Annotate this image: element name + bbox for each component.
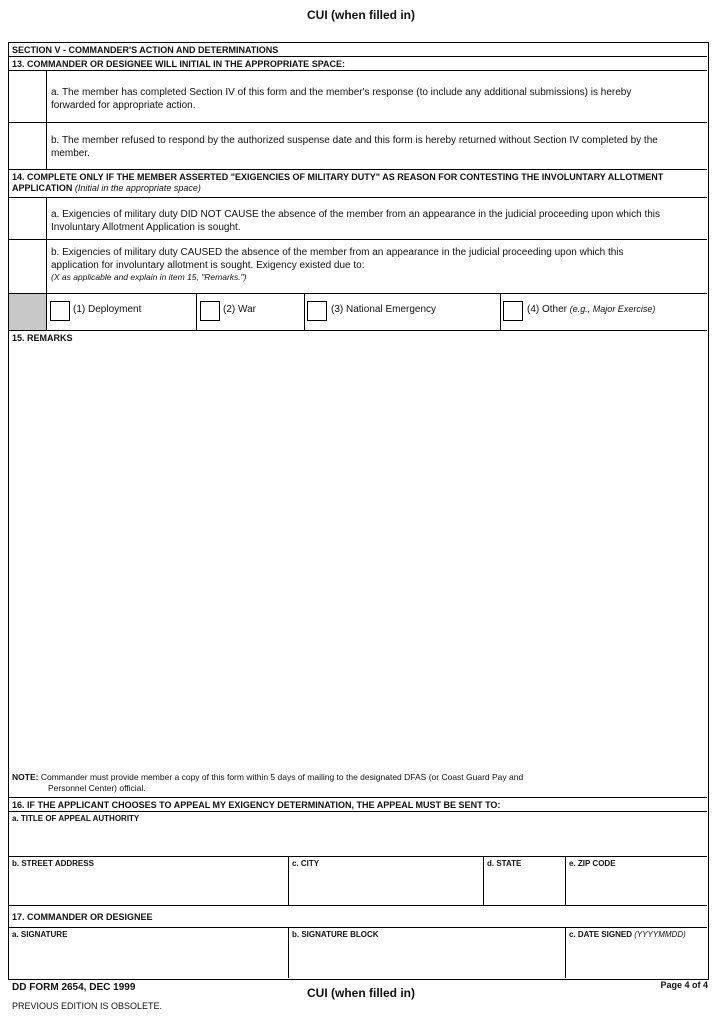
item-13a-initial-field[interactable] xyxy=(9,71,47,122)
item-14b-note: (X as applicable and explain in item 15, "Remarks.") xyxy=(51,272,247,282)
city-field[interactable] xyxy=(289,857,484,905)
war-checkbox[interactable] xyxy=(200,301,220,321)
date-signed-field[interactable] xyxy=(566,928,707,978)
option-war-cell xyxy=(197,294,305,330)
item-13b-initial-field[interactable] xyxy=(9,123,47,169)
item-14b-row xyxy=(9,240,707,294)
note-text: Commander must provide member a copy of this form within 5 days of mailing to the designated DFAS (or Coast Guard Pay and xyxy=(40,772,524,782)
item-14a-initial-field[interactable] xyxy=(9,198,47,239)
note-label: NOTE: xyxy=(12,772,39,782)
item-14b-initial-field[interactable] xyxy=(9,240,47,293)
cui-header: CUI (when filled in) xyxy=(307,8,415,22)
item-15-remarks[interactable] xyxy=(9,331,707,798)
exigency-options-row xyxy=(9,294,707,331)
option-emergency-cell xyxy=(305,294,501,330)
shaded-cell xyxy=(9,294,47,330)
option-other-cell xyxy=(501,294,707,330)
obsolete-notice: PREVIOUS EDITION IS OBSOLETE. xyxy=(12,1001,163,1011)
item-14a-text: a. Exigencies of military duty DID NOT CAUSE the absence of the member from an appearance in the judicial proceeding upon which this Involuntary Allotment Application is sought. xyxy=(51,209,661,233)
deployment-label: (1) Deployment xyxy=(73,304,142,315)
item-14b-text-block xyxy=(51,246,667,283)
signature-block-label: b. SIGNATURE BLOCK xyxy=(292,930,379,939)
item-16a-label: a. TITLE OF APPEAL AUTHORITY xyxy=(12,814,140,823)
other-label-block xyxy=(527,304,655,315)
commander-action-form xyxy=(8,42,709,980)
national-emergency-checkbox[interactable] xyxy=(307,301,327,321)
option-deployment-cell xyxy=(47,294,197,330)
zip-code-label: e. ZIP CODE xyxy=(569,859,616,868)
state-field[interactable] xyxy=(484,857,566,905)
state-label: d. STATE xyxy=(487,859,522,868)
item-16a-field[interactable] xyxy=(9,812,707,857)
zip-code-field[interactable] xyxy=(566,857,707,905)
date-signed-label: c. DATE SIGNED xyxy=(569,930,632,939)
commander-note xyxy=(12,772,702,794)
item-16-title: 16. IF THE APPLICANT CHOOSES TO APPEAL MY EXIGENCY DETERMINATION, THE APPEAL MUST BE SENT TO: xyxy=(9,798,707,812)
war-label: (2) War xyxy=(223,304,256,315)
item-17-title: 17. COMMANDER OR DESIGNEE xyxy=(9,906,707,928)
form-id: DD FORM 2654, DEC 1999 xyxy=(12,982,136,993)
city-label: c. CITY xyxy=(292,859,320,868)
item-14-title-note: (Initial in the appropriate space) xyxy=(74,183,201,193)
item-14a-row xyxy=(9,198,707,240)
page-number: Page 4 of 4 xyxy=(660,980,708,990)
street-address-label: b. STREET ADDRESS xyxy=(12,859,94,868)
item-14b-text: b. Exigencies of military duty CAUSED the absence of the member from an appearance in the judicial proceeding upon which this application for involuntary allotment is sought. Exigency existed due to: xyxy=(51,247,624,271)
note-text-2: Personnel Center) official. xyxy=(48,783,146,793)
item-13a-text: a. The member has completed Section IV of this form and the member's response (to include any additional submissions) is hereby forwarded for appropriate action. xyxy=(51,87,632,111)
signature-block-field[interactable] xyxy=(289,928,566,978)
item-13a-row xyxy=(9,71,707,123)
cui-footer: CUI (when filled in) xyxy=(307,986,415,1000)
item-15-title: 15. REMARKS xyxy=(12,333,73,343)
other-label: (4) Other xyxy=(527,304,568,315)
date-signed-label-block xyxy=(569,930,686,939)
item-13-title: 13. COMMANDER OR DESIGNEE WILL INITIAL IN THE APPROPRIATE SPACE: xyxy=(9,57,707,71)
deployment-checkbox[interactable] xyxy=(50,301,70,321)
other-label-note: (e.g., Major Exercise) xyxy=(569,304,656,314)
street-address-field[interactable] xyxy=(9,857,289,905)
item-13b-text: b. The member refused to respond by the authorized suspense date and this form is hereby returned without Section IV completed by the member. xyxy=(51,135,658,159)
item-14-title-row xyxy=(9,170,707,198)
item-13b-row xyxy=(9,123,707,170)
other-checkbox[interactable] xyxy=(503,301,523,321)
signature-label: a. SIGNATURE xyxy=(12,930,68,939)
item-17-signature-row xyxy=(9,928,707,978)
national-emergency-label: (3) National Emergency xyxy=(331,304,437,315)
signature-field[interactable] xyxy=(9,928,289,978)
item-14-title: 14. COMPLETE ONLY IF THE MEMBER ASSERTED "EXIGENCIES OF MILITARY DUTY" AS REASON FOR CONTESTING THE INVOLUNTARY ALLOTMENT APPLICATION xyxy=(12,172,664,193)
date-format-note: (YYYYMMDD) xyxy=(634,930,686,939)
section-5-title: SECTION V - COMMANDER'S ACTION AND DETERMINATIONS xyxy=(9,43,707,57)
item-16-address-row xyxy=(9,857,707,906)
